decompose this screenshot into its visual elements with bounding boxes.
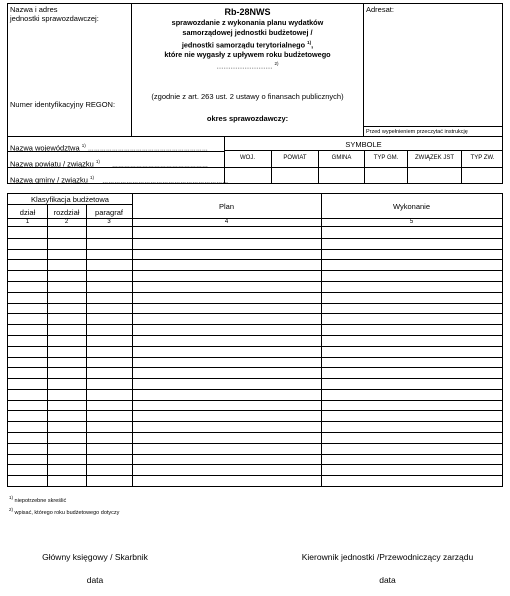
symbol-gmina: GMINA <box>319 150 365 167</box>
county-row: Nazwa powiatu / związku $^{1)}$ ………………………………………… <box>10 159 208 169</box>
year-dots: …………………… <box>216 63 273 71</box>
table-row[interactable] <box>8 367 502 368</box>
col-paragraf: paragraf <box>95 208 123 217</box>
table-body <box>8 226 502 486</box>
table-row[interactable] <box>8 292 502 293</box>
table-row[interactable] <box>8 475 502 476</box>
symbol-woj: WOJ. <box>224 150 272 167</box>
footnote-1: $^{1)}$ niepotrzebne skreślić <box>9 495 67 504</box>
table-row[interactable] <box>8 400 502 401</box>
table-row[interactable] <box>8 389 502 390</box>
title-line-2: samorządowej jednostki budżetowej / <box>182 28 313 37</box>
table-row[interactable] <box>8 238 502 239</box>
symbol-typ-gm-value[interactable] <box>365 167 408 184</box>
voivodeship-row: Nazwa województwa $^{1)}$ …………………………………………………… <box>10 143 208 153</box>
table-row[interactable] <box>8 313 502 314</box>
table-row[interactable] <box>8 303 502 304</box>
title-line-1: sprawozdanie z wykonania planu wydatków <box>171 18 324 27</box>
period-label: okres sprawozdawczy: <box>206 114 289 123</box>
col-number-5: 5 <box>409 219 414 225</box>
col-rozdzial: rozdział <box>53 208 80 217</box>
footnote-2: $^{2)}$ wpisać, którego roku budżetowego dotyczy <box>9 507 120 516</box>
voivodeship-input[interactable]: …………………………………………………… <box>87 146 208 153</box>
col-wykonanie: Wykonanie <box>392 202 431 211</box>
symbol-woj-value[interactable] <box>224 167 272 184</box>
table-row[interactable] <box>8 464 502 465</box>
chief-accountant-date: data <box>86 575 104 585</box>
symbol-typ-gm: TYP GM. <box>365 150 408 167</box>
col-dzial: dział <box>19 208 36 217</box>
table-row[interactable] <box>8 270 502 271</box>
head-of-unit-date: data <box>379 575 396 585</box>
table-row[interactable] <box>8 346 502 347</box>
header-divider-right <box>363 3 364 137</box>
table-row[interactable] <box>8 357 502 358</box>
table-row[interactable] <box>8 335 502 336</box>
table-row[interactable] <box>8 281 502 282</box>
col-number-3: 3 <box>107 219 111 225</box>
addressee-label: Adresat: <box>366 5 394 14</box>
table-row[interactable] <box>8 324 502 325</box>
table-row[interactable] <box>8 378 502 379</box>
regon-label: Numer identyfikacyjny REGON: <box>10 100 116 109</box>
col-number-2: 2 <box>64 219 69 225</box>
title-line-4: które nie wygasły z upływem roku budżetowego <box>164 50 331 60</box>
table-row[interactable] <box>8 443 502 444</box>
table-row[interactable] <box>8 249 502 250</box>
table-row[interactable] <box>8 421 502 422</box>
instruction-note: Przed wypełnieniem przeczytać instrukcję <box>366 129 468 135</box>
county-input[interactable]: ………………………………………… <box>112 162 208 169</box>
commune-input[interactable]: ……………………………………………………… <box>102 178 229 185</box>
col-number-1: 1 <box>25 219 30 225</box>
chief-accountant-title: Główny księgowy / Skarbnik <box>42 552 148 562</box>
symbol-zwiazek-jst: ZWIĄZEK JST <box>408 150 462 167</box>
classification-underline <box>8 204 132 205</box>
symbol-powiat: POWIAT <box>272 150 319 167</box>
head-of-unit-title: Kierownik jednostki /Przewodniczący zarządu <box>301 552 474 562</box>
col-number-4: 4 <box>224 219 229 225</box>
classification-header: Klasyfikacja budżetowa <box>31 195 109 204</box>
table-row[interactable] <box>8 432 502 433</box>
table-row[interactable] <box>8 259 502 260</box>
name-address-label: Nazwa i adres jednostki sprawozdawczej: <box>10 5 99 23</box>
form-code: Rb-28NWS <box>224 7 271 17</box>
col-plan: Plan <box>218 202 234 211</box>
symbols-header: SYMBOLE <box>345 140 382 149</box>
commune-row: Nazwa gminy / związku $^{1)}$ ……………………………………………………… <box>10 175 229 185</box>
table-row[interactable] <box>8 410 502 411</box>
header-divider-bottom-right <box>363 126 503 127</box>
symbols-value-cells <box>224 167 503 184</box>
legal-basis: (zgodnie z art. 263 ust. 2 ustawy o finansach publicznych) <box>151 92 344 101</box>
table-row[interactable] <box>8 454 502 455</box>
symbol-typ-zw: TYP ZW. <box>470 155 495 161</box>
symbol-powiat-value[interactable] <box>272 167 319 184</box>
title-line-3: jednostki samorządu terytorialnego <box>181 40 306 50</box>
budget-table <box>7 193 503 487</box>
symbol-typ-zw-value[interactable] <box>462 167 503 184</box>
symbol-zwiazek-jst-value[interactable] <box>408 167 462 184</box>
symbol-gmina-value[interactable] <box>319 167 365 184</box>
form-title-block: Rb-28NWS sprawozdanie z wykonania planu wydatków samorządowej jednostki budżetowej / jednostki samorządu terytorialnego $^{1)}$, które nie wygasły z upływem roku budżetowego …………………… $^{2)}$ <box>132 7 363 72</box>
